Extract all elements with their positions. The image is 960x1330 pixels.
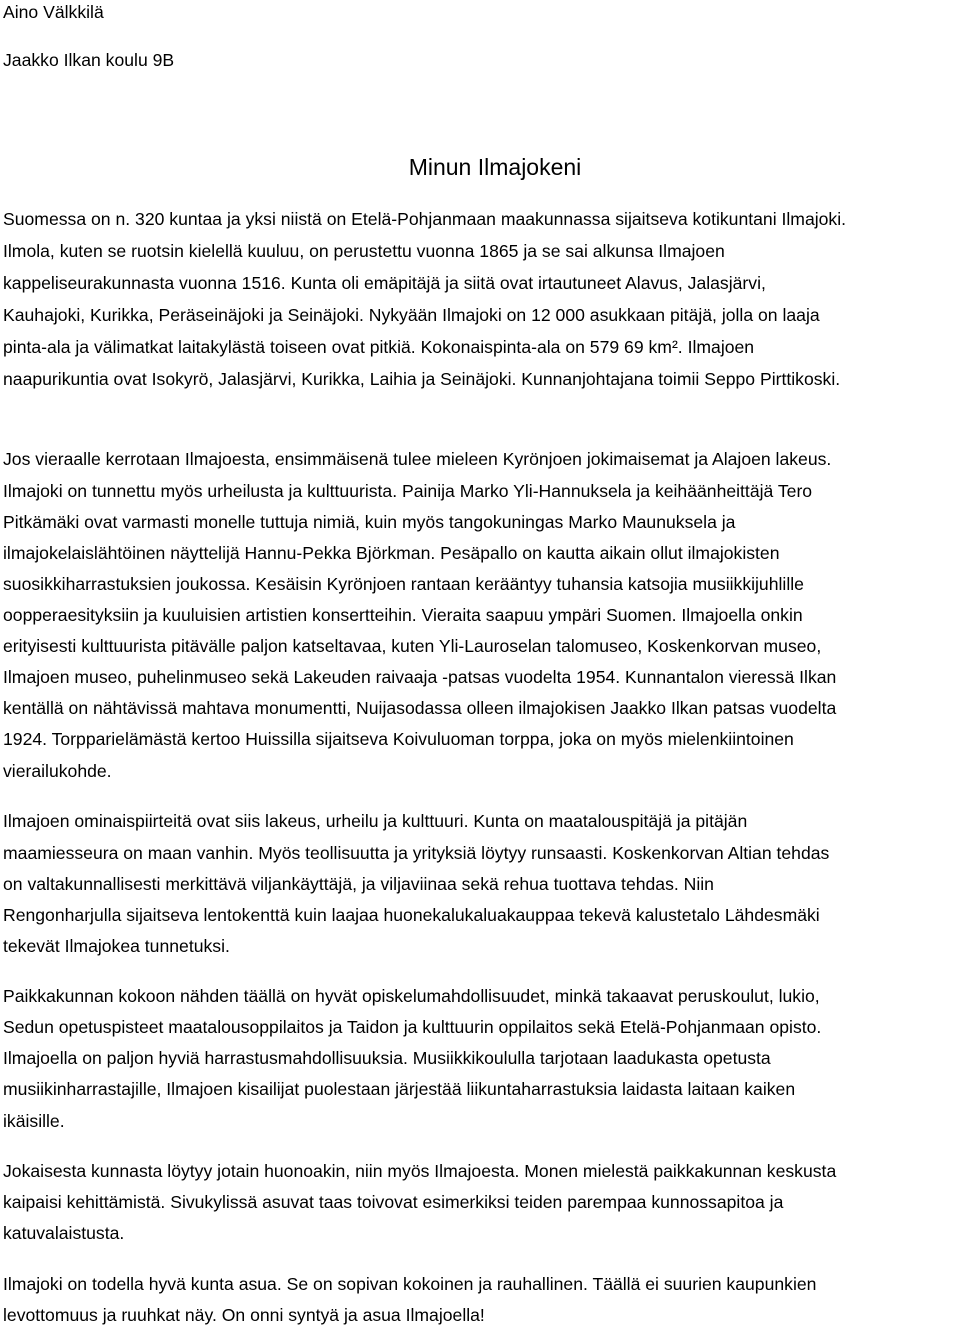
text-line: Ilmajoki on tunnettu myös urheilusta ja kulttuurista. Painija Marko Yli-Hannuksela ja keihäänheittäjä Tero	[3, 481, 813, 501]
text-line: ilmajokelaislähtöinen näyttelijä Hannu-Pekka Björkman. Pesäpallo on kautta aikain ollut ilmajokisten	[3, 543, 780, 563]
author-name: Aino Välkkilä	[3, 2, 104, 22]
text-line: pinta-ala ja välimatkat laitakylästä toiseen ovat pitkiä. Kokonaispinta-ala on 579 69 km². Ilmajoen	[3, 337, 755, 357]
text-line: ikäisille.	[3, 1111, 65, 1131]
text-line: on valtakunnallisesti merkittävä viljankäyttäjä, ja viljaviinaa sekä rehua tuottava tehdas. Niin	[3, 874, 714, 894]
text-line: musiikinharrastajille, Ilmajoen kisailijat puolestaan järjestää liikuntaharrastuksia laidasta laitaan kaiken	[3, 1079, 796, 1099]
text-line: levottomuus ja ruuhkat näy. On onni syntyä ja asua Ilmajoella!	[3, 1305, 485, 1325]
text-line: suosikkiharrastuksien joukossa. Kesäisin Kyrönjoen rantaan kerääntyy tuhansia katsojia musiikkijuhlille	[3, 574, 804, 594]
text-line: Ilmajoen ominaispiirteitä ovat siis lakeus, urheilu ja kulttuuri. Kunta on maatalouspitäjä ja pitäjän	[3, 811, 748, 831]
text-line: katuvalaistusta.	[3, 1223, 125, 1243]
text-line: Ilmajoella on paljon hyviä harrastusmahdollisuuksia. Musiikkikoululla tarjotaan laadukasta opetusta	[3, 1048, 771, 1068]
text-line: Kauhajoki, Kurikka, Peräseinäjoki ja Seinäjoki. Nykyään Ilmajoki on 12 000 asukkaan pitäjä, jolla on laaja	[3, 305, 820, 325]
text-line: oopperaesityksiin ja kuuluisien artistien konsertteihin. Vieraita saapuu ympäri Suomen. Ilmajoella onkin	[3, 605, 803, 625]
text-line: naapurikuntia ovat Isokyrö, Jalasjärvi, Kurikka, Laihia ja Seinäjoki. Kunnanjohtajana toimii Seppo Pirttikoski.	[3, 369, 841, 389]
text-line: Ilmola, kuten se ruotsin kielellä kuuluu, on perustettu vuonna 1865 ja se sai alkunsa Ilmajoen	[3, 241, 725, 261]
text-line: Ilmajoki on todella hyvä kunta asua. Se on sopivan kokoinen ja rauhallinen. Täällä ei suurien kaupunkien	[3, 1274, 817, 1294]
text-line: kappeliseurakunnasta vuonna 1516. Kunta oli emäpitäjä ja siitä ovat irtautuneet Alavus, Jalasjärvi,	[3, 273, 766, 293]
text-line: Suomessa on n. 320 kuntaa ja yksi niistä on Etelä-Pohjanmaan maakunnassa sijaitseva kotikuntani Ilmajoki.	[3, 209, 847, 229]
school-class: Jaakko Ilkan koulu 9B	[3, 50, 175, 70]
document-title: Minun Ilmajokeni	[408, 154, 582, 180]
text-line: Pitkämäki ovat varmasti monelle tuttuja nimiä, kuin myös tangokuningas Marko Maunuksela ja	[3, 512, 736, 532]
text-line: vierailukohde.	[3, 761, 112, 781]
text-line: kaipaisi kehittämistä. Sivukylissä asuvat taas toivovat esimerkiksi teiden parempaa kunnossapitoa ja	[3, 1192, 784, 1212]
text-line: Ilmajoen museo, puhelinmuseo sekä Lakeuden raivaaja -patsas vuodelta 1954. Kunnantalon vieressä Ilkan	[3, 667, 837, 687]
text-line: Rengonharjulla sijaitseva lentokenttä kuin laajaa huonekalukaluakauppaa tekevä kalustetalo Lähdesmäki	[3, 905, 820, 925]
text-line: Jokaisesta kunnasta löytyy jotain huonoakin, niin myös Ilmajoesta. Monen mielestä paikkakunnan keskusta	[3, 1161, 837, 1181]
text-line: kentällä on nähtävissä mahtava monumentti, Nuijasodassa olleen ilmajokisen Jaakko Ilkan patsas vuodelta	[3, 698, 837, 718]
text-line: Sedun opetuspisteet maatalousoppilaitos ja Taidon ja kulttuurin oppilaitos sekä Etelä-Pohjanmaan opisto.	[3, 1017, 822, 1037]
text-line: maamiesseura on maan vanhin. Myös teollisuutta ja yrityksiä löytyy runsaasti. Koskenkorvan Altian tehdas	[3, 843, 830, 863]
text-line: Jos vieraalle kerrotaan Ilmajoesta, ensimmäisenä tulee mieleen Kyrönjoen jokimaisemat ja Alajoen lakeus.	[3, 449, 832, 469]
text-line: tekevät Ilmajokea tunnetuksi.	[3, 936, 230, 956]
text-line: erityisesti kulttuurista pitävälle paljon katseltavaa, kuten Yli-Lauroselan talomuseo, Koskenkorvan museo,	[3, 636, 822, 656]
text-line: 1924. Torpparielämästä kertoo Huissilla sijaitseva Koivuluoman torppa, joka on myös mielenkiintoinen	[3, 729, 794, 749]
text-line: Paikkakunnan kokoon nähden täällä on hyvät opiskelumahdollisuudet, minkä takaavat peruskoulut, lukio,	[3, 986, 820, 1006]
